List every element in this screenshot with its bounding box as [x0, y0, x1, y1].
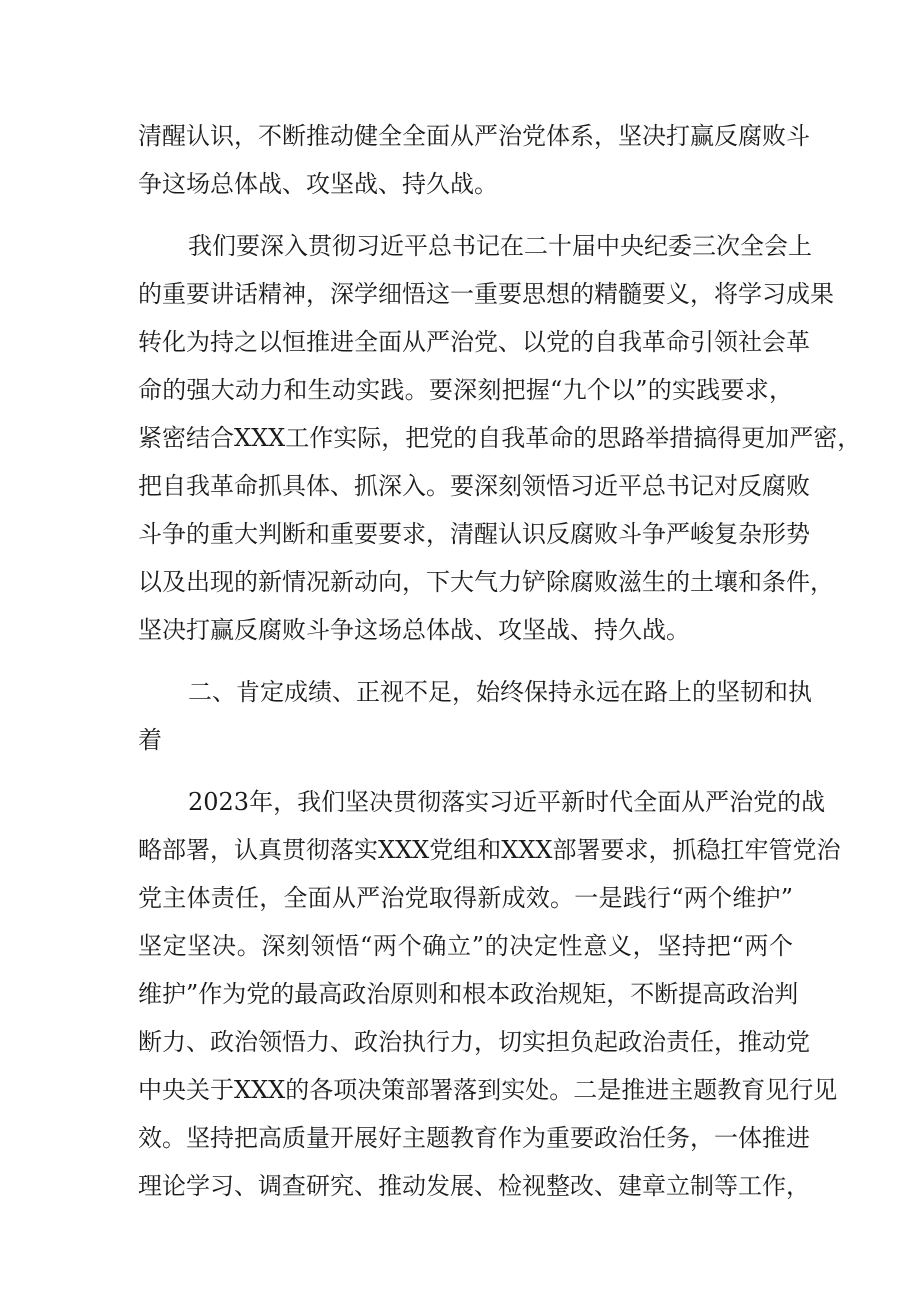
text-line: 以及出现的新情况新动向，下大气力铲除腐败滋生的土壤和条件， [138, 568, 834, 596]
text-line: 斗争的重大判断和重要要求，清醒认识反腐败斗争严峻复杂形势 [138, 520, 810, 548]
text-line: 转化为持之以恒推进全面从严治党、以党的自我革命引领社会革 [138, 328, 810, 356]
text-line: 坚决打赢反腐败斗争这场总体战、攻坚战、持久战。 [138, 616, 690, 644]
text-line: 坚定坚决。深刻领悟“两个确立”的决定性意义，坚持把“两个 [138, 932, 793, 960]
text-line: 我们要深入贯彻习近平总书记在二十届中央纪委三次全会上 [188, 232, 812, 260]
text-line: 中央关于XXX的各项决策部署落到实处。二是推进主题教育见行见 [138, 1076, 838, 1104]
text-line: 略部署，认真贯彻落实XXX党组和XXX部署要求，抓稳扛牢管党治 [138, 836, 841, 864]
text-line: 党主体责任，全面从严治党取得新成效。一是践行“两个维护” [138, 884, 793, 912]
paragraph-achievements [138, 778, 841, 1210]
text-line: 清醒认识，不断推动健全全面从严治党体系，坚决打赢反腐败斗 [138, 122, 810, 150]
document-body [138, 112, 862, 1210]
text-line: 命的强大动力和生动实践。要深刻把握“九个以”的实践要求， [138, 376, 793, 404]
text-line: 理论学习、调查研究、推动发展、检视整改、建章立制等工作， [138, 1172, 810, 1200]
text-line: 把自我革命抓具体、抓深入。要深刻领悟习近平总书记对反腐败 [138, 472, 810, 500]
text-line: 效。坚持把高质量开展好主题教育作为重要政治任务，一体推进 [138, 1124, 810, 1152]
heading-line: 着 [138, 726, 162, 754]
section-heading [138, 668, 812, 764]
text-line: 争这场总体战、攻坚战、持久战。 [138, 170, 498, 198]
paragraph-continuation [138, 112, 810, 208]
heading-line: 二、肯定成绩、正视不足，始终保持永远在路上的坚韧和执 [188, 678, 812, 706]
text-line: 断力、政治领悟力、政治执行力，切实担负起政治责任，推动党 [138, 1028, 810, 1056]
text-line: 维护”作为党的最高政治原则和根本政治规矩，不断提高政治判 [138, 980, 799, 1008]
text-line: 2023年，我们坚决贯彻落实习近平新时代全面从严治党的战 [188, 788, 826, 816]
paragraph-study-spirit [138, 222, 862, 654]
text-line: 紧密结合XXX工作实际，把党的自我革命的思路举措搞得更加严密， [138, 424, 862, 452]
text-line: 的重要讲话精神，深学细悟这一重要思想的精髓要义，将学习成果 [138, 280, 834, 308]
